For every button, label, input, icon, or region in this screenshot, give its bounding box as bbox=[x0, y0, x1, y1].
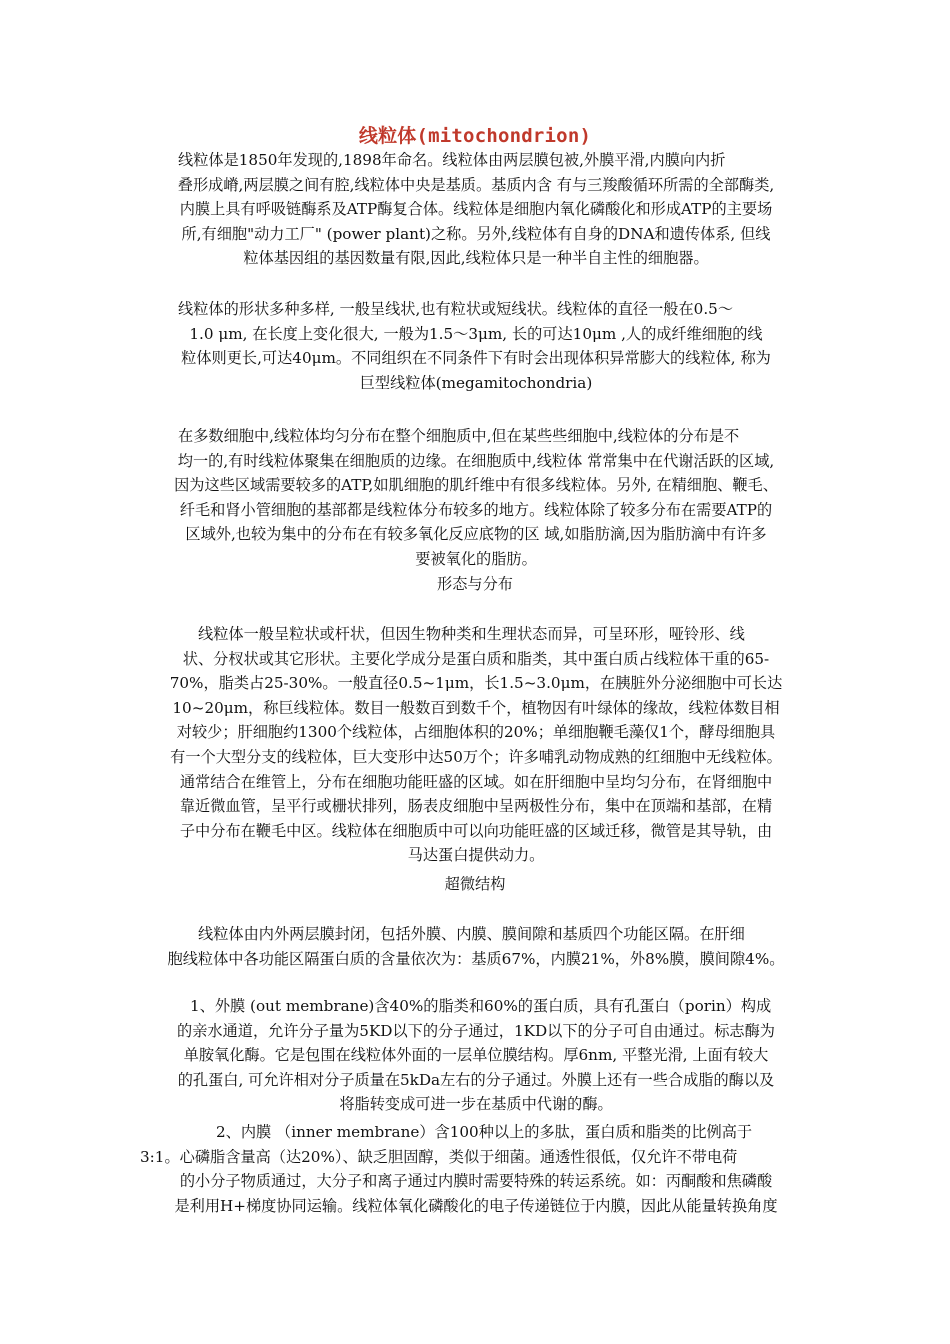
paragraph-line: 纤毛和肾小管细胞的基部都是线粒体分布较多的地方。线粒体除了较多分布在需要ATP的 bbox=[179, 500, 773, 519]
paragraph-line: 将脂转变成可进一步在基质中代谢的酶。 bbox=[339, 1095, 613, 1114]
paragraph-line: 对较少；肝细胞约1300个线粒体，占细胞体积的20%；单细胞鞭毛藻仅1个，酵母细胞具 bbox=[176, 723, 776, 742]
paragraph-line: 叠形成嵴,两层膜之间有腔,线粒体中央是基质。基质内含 有与三羧酸循环所需的全部酶类, bbox=[177, 175, 775, 194]
paragraph-line: 粒体则更长,可达40μm。不同组织在不同条件下有时会出现体积异常膨大的线粒体, 称为 bbox=[181, 349, 771, 368]
paragraph-line: 线粒体是1850年发现的,1898年命名。线粒体由两层膜包被,外膜平滑,内膜向内折 bbox=[178, 151, 726, 169]
paragraph-line: 在多数细胞中,线粒体均匀分布在整个细胞质中,但在某些些细胞中,线粒体的分布是不 bbox=[178, 427, 740, 445]
paragraph-line: 有一个大型分支的线粒体，巨大变形中达50万个；许多哺乳动物成熟的红细胞中无线粒体。 bbox=[170, 747, 782, 766]
paragraph-line: 粒体基因组的基因数量有限,因此,线粒体只是一种半自主性的细胞器。 bbox=[243, 249, 709, 268]
paragraph-line: 靠近微血管，呈平行或栅状排列，肠表皮细胞中呈两极性分布，集中在顶端和基部，在精 bbox=[179, 797, 773, 816]
paragraph-intro bbox=[140, 148, 812, 271]
paragraph-shape bbox=[140, 297, 812, 395]
paragraph-line: 10~20μm，称巨线粒体。数目一般数百到数千个，植物因有叶绿体的缘故，线粒体数目相 bbox=[172, 698, 780, 717]
paragraph-distribution bbox=[140, 424, 812, 572]
paragraph-line: 马达蛋白提供动力。 bbox=[407, 846, 545, 865]
paragraph-line: 的亲水通道，允许分子量为5KD以下的分子通过，1KD以下的分子可自由通过。标志酶为 bbox=[177, 1021, 775, 1040]
paragraph-line: 单胺氧化酶。它是包围在线粒体外面的一层单位膜结构。厚6nm, 平整光滑, 上面有较大 bbox=[183, 1046, 769, 1065]
section-heading-morphology: 形态与分布 bbox=[437, 575, 513, 593]
section-heading-ultrastructure: 超微结构 bbox=[444, 875, 506, 893]
paragraph-line: 因为这些区域需要较多的ATP,如肌细胞的肌纤维中有很多线粒体。另外, 在精细胞、鞭毛、 bbox=[174, 476, 778, 495]
paragraph-line: 通常结合在维管上，分布在细胞功能旺盛的区域。如在肝细胞中呈均匀分布，在肾细胞中 bbox=[179, 772, 773, 791]
paragraph-line: 胞线粒体中各功能区隔蛋白质的含量依次为：基质67%，内膜21%，外8%膜，膜间隙4%。 bbox=[167, 949, 785, 968]
paragraph-morphology bbox=[140, 622, 812, 868]
paragraph-line: 状、分杈状或其它形状。主要化学成分是蛋白质和脂类，其中蛋白质占线粒体干重的65- bbox=[182, 649, 770, 668]
paragraph-line: 巨型线粒体(megamitochondria) bbox=[359, 373, 593, 392]
paragraph-line: 子中分布在鞭毛中区。线粒体在细胞质中可以向功能旺盛的区域迁移，微管是其导轨，由 bbox=[179, 821, 773, 840]
paragraph-line: 线粒体一般呈粒状或杆状，但因生物种类和生理状态而异，可呈环形，哑铃形、线 bbox=[198, 625, 745, 643]
paragraph-line: 1.0 μm, 在长度上变化很大, 一般为1.5～3μm, 长的可达10μm ,人的成纤维细胞的线 bbox=[189, 324, 763, 343]
paragraph-line: 要被氧化的脂肪。 bbox=[415, 549, 537, 568]
paragraph-inner-membrane bbox=[140, 1120, 812, 1218]
paragraph-line: 线粒体的形状多种多样, 一般呈线状,也有粒状或短线状。线粒体的直径一般在0.5～ bbox=[178, 300, 734, 318]
paragraph-line: 是利用H+梯度协同运输。线粒体氧化磷酸化的电子传递链位于内膜，因此从能量转换角度 bbox=[174, 1196, 778, 1215]
paragraph-line: 的小分子物质通过，大分子和离子通过内膜时需要特殊的转运系统。如：丙酮酸和焦磷酸 bbox=[179, 1172, 773, 1191]
paragraph-ultrastructure bbox=[140, 922, 812, 971]
paragraph-line: 均一的,有时线粒体聚集在细胞质的边缘。在细胞质中,线粒体 常常集中在代谢活跃的区域, bbox=[177, 451, 775, 470]
paragraph-line: 70%，脂类占25-30%。一般直径0.5~1μm，长1.5~3.0μm，在胰脏外分泌细胞中可长达 bbox=[169, 674, 783, 693]
document-title: 线粒体(mitochondrion) bbox=[358, 125, 592, 147]
paragraph-line: 所,有细胞"动力工厂" (power plant)之称。另外,线粒体有自身的DNA和遗传体系, 但线 bbox=[181, 224, 771, 243]
paragraph-line: 线粒体由内外两层膜封闭，包括外膜、内膜、膜间隙和基质四个功能区隔。在肝细 bbox=[198, 925, 745, 943]
paragraph-line: 区域外,也较为集中的分布在有较多氧化反应底物的区 域,如脂肪滴,因为脂肪滴中有许多 bbox=[185, 525, 767, 544]
paragraph-line: 的孔蛋白, 可允许相对分子质量在5kDa左右的分子通过。外膜上还有一些合成脂的酶以及 bbox=[177, 1070, 775, 1089]
paragraph-line: 内膜上具有呼吸链酶系及ATP酶复合体。线粒体是细胞内氧化磷酸化和形成ATP的主要场 bbox=[179, 200, 773, 219]
paragraph-outer-membrane bbox=[140, 994, 812, 1117]
paragraph-line: 1、外膜 (out membrane)含40%的脂类和60%的蛋白质，具有孔蛋白（porin）构成 bbox=[190, 997, 772, 1015]
paragraph-line: 3:1。心磷脂含量高（达20%）、缺乏胆固醇，类似于细菌。通透性很低，仅允许不带电荷 bbox=[140, 1147, 738, 1166]
paragraph-line: 2、内膜 （inner membrane）含100种以上的多肽，蛋白质和脂类的比例高于 bbox=[216, 1123, 753, 1141]
